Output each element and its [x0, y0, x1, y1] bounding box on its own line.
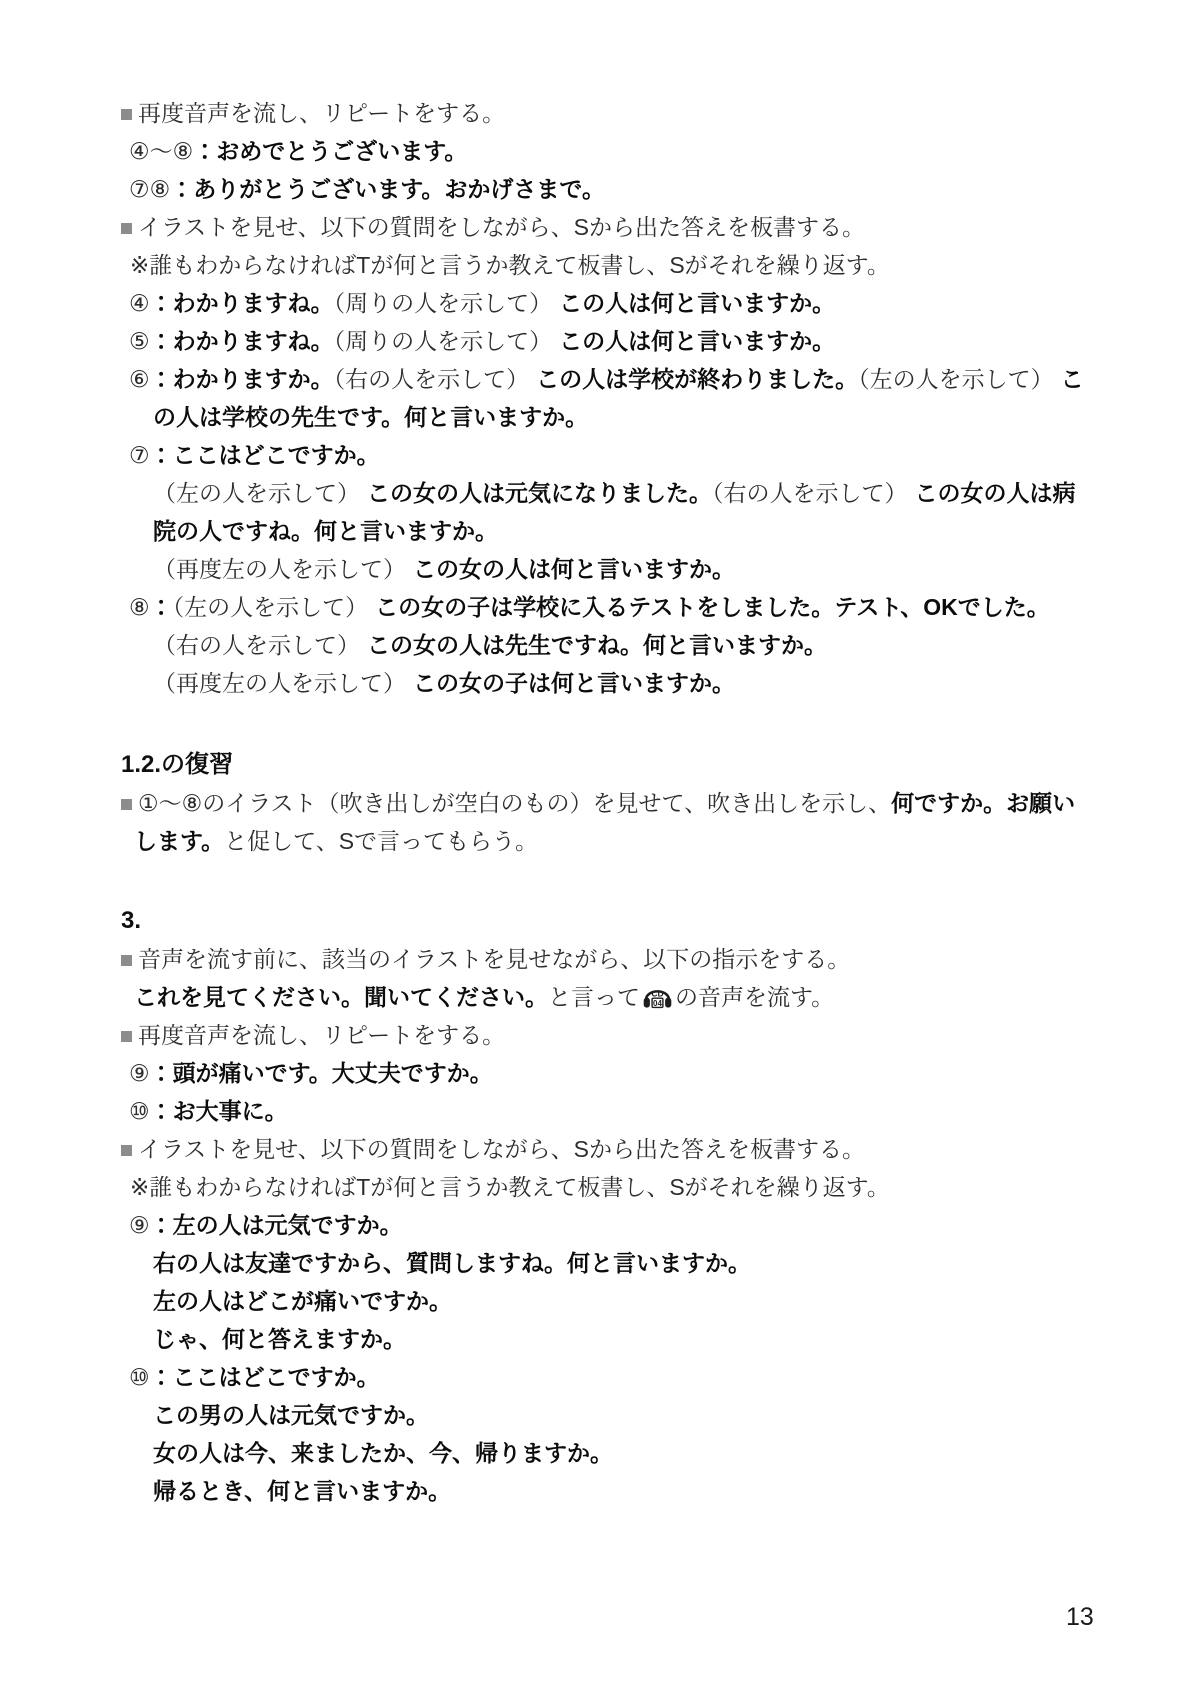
instruction-text: 音声を流す前に、該当のイラストを見せながら、以下の指示をする。 [138, 946, 851, 972]
item-line [0, 132, 1200, 170]
section-3 [0, 902, 1200, 1510]
script-text: ：ありがとうございます。おかげさまで。 [170, 176, 605, 202]
script-text: 女の人は今、来ましたか、今、帰りますか。 [153, 1440, 613, 1466]
script-text: 帰るとき、何と言いますか。 [153, 1478, 452, 1504]
item-number-badge: ⑦ [129, 442, 150, 468]
script-text: ：頭が痛いです。大丈夫ですか。 [149, 1060, 493, 1086]
item-number-badge: ④〜⑧ [129, 138, 194, 164]
bullet-square-icon [121, 223, 132, 234]
script-text: この女の人は何と言いますか。 [413, 556, 735, 582]
continuation-line [0, 512, 1200, 550]
script-text: こ [1060, 366, 1084, 392]
instruction-text: と促して、Sで言ってもらう。 [224, 828, 539, 854]
instruction-text: （左の人を示して） [858, 366, 1054, 392]
script-text: この男の人は元気ですか。 [153, 1402, 429, 1428]
script-text: ：わかりますか。 [149, 366, 334, 392]
script-text: この女の人は元気になりました。 [367, 480, 712, 506]
continuation-line [0, 1472, 1200, 1510]
item-line [0, 1358, 1200, 1396]
item-line [0, 1206, 1200, 1244]
script-text: これを見てください。聞いてください。 [134, 984, 548, 1010]
bullet-line [0, 940, 1200, 978]
instruction-text: （右の人を示して） [333, 366, 530, 392]
script-text: 左の人はどこが痛いですか。 [153, 1288, 452, 1314]
bullet-square-icon [121, 109, 132, 120]
script-text: ： [149, 594, 173, 620]
script-text: ：ここはどこですか。 [149, 442, 380, 468]
instruction-text: ①〜⑧のイラスト（吹き出しが空白のもの）を見せて、吹き出しを示し、 [138, 790, 892, 816]
item-line [0, 588, 1200, 626]
instruction-text: （右の人を示して） [712, 480, 908, 506]
continuation-line [0, 1434, 1200, 1472]
item-number-badge: ⑨ [129, 1212, 150, 1238]
item-line [0, 322, 1200, 360]
continuation-line [0, 550, 1200, 588]
continuation-line [0, 626, 1200, 664]
bullet-line [0, 94, 1200, 132]
continuation-line [0, 664, 1200, 702]
continuation-line [0, 1282, 1200, 1320]
script-text: この女の人は先生ですね。何と言いますか。 [367, 632, 827, 658]
page-number: 13 [1066, 1603, 1094, 1631]
script-text: じゃ、何と答えますか。 [153, 1326, 406, 1352]
instruction-text: ※誰もわからなければTが何と言うか教えて板書し、Sがそれを繰り返す。 [130, 252, 890, 278]
item-number-badge: ⑨ [129, 1060, 150, 1086]
item-line [0, 436, 1200, 474]
script-text: の人は学校の先生です。何と言いますか。 [153, 404, 589, 430]
instruction-text: の音声を流す。 [675, 984, 835, 1010]
instruction-text: と言って [548, 984, 640, 1010]
svg-text:CD: CD [651, 988, 664, 999]
script-text: ：左の人は元気ですか。 [149, 1212, 403, 1238]
instruction-text: （周りの人を示して） [333, 328, 553, 354]
item-number-badge: ⑦⑧ [129, 176, 171, 202]
bullet-line [0, 1130, 1200, 1168]
instruction-text: （左の人を示して） [172, 594, 369, 620]
body-line [0, 822, 1200, 860]
script-text: この女の子は何と言いますか。 [413, 670, 735, 696]
item-number-badge: ⑧ [129, 594, 150, 620]
instruction-text: 再度音声を流し、リピートをする。 [138, 1022, 506, 1048]
bullet-square-icon [121, 1031, 132, 1042]
note-line [0, 1168, 1200, 1206]
item-line [0, 170, 1200, 208]
bullet-line [0, 784, 1200, 822]
continuation-line [0, 1396, 1200, 1434]
item-line [0, 360, 1200, 398]
script-text: 院の人ですね。何と言いますか。 [153, 518, 498, 544]
item-line [0, 284, 1200, 322]
script-text: この人は学校が終わりました。 [536, 366, 859, 392]
svg-text:04: 04 [653, 998, 662, 1008]
script-text: 何ですか。お願い [891, 790, 1076, 816]
continuation-line [0, 1244, 1200, 1282]
script-text: この女の子は学校に入るテストをしました。テスト、OKでした。 [375, 594, 1050, 620]
script-text: この人は何と言いますか。 [559, 290, 836, 316]
script-text: この人は何と言いますか。 [559, 328, 836, 354]
script-text: この女の人は病 [914, 480, 1076, 506]
body-line [0, 978, 1200, 1016]
instruction-text: （周りの人を示して） [333, 290, 553, 316]
continuation-line [0, 398, 1200, 436]
item-number-badge: ⑩ [129, 1098, 150, 1124]
section-audio-repeat [0, 94, 1200, 702]
continuation-line [0, 1320, 1200, 1358]
script-text: ：わかりますね。 [149, 290, 334, 316]
script-text: 右の人は友達ですから、質問しますね。何と言いますか。 [153, 1250, 751, 1276]
cd-audio-icon [642, 982, 673, 1012]
item-line [0, 1054, 1200, 1092]
item-number-badge: ④ [129, 290, 150, 316]
instruction-text: （再度左の人を示して） [153, 670, 406, 696]
script-text: ：お大事に。 [149, 1098, 288, 1124]
instruction-text: （右の人を示して） [153, 632, 360, 658]
script-text: します。 [134, 828, 225, 854]
instruction-text: 再度音声を流し、リピートをする。 [138, 100, 506, 126]
instruction-text: イラストを見せ、以下の質問をしながら、Sから出た答えを板書する。 [138, 214, 865, 240]
section-review-1-2 [0, 746, 1200, 860]
bullet-square-icon [121, 799, 132, 810]
item-line [0, 1092, 1200, 1130]
bullet-line [0, 208, 1200, 246]
section-heading: 1.2.の復習 [121, 751, 234, 778]
instruction-text: ※誰もわからなければTが何と言うか教えて板書し、Sがそれを繰り返す。 [130, 1174, 890, 1200]
script-text: ：わかりますね。 [149, 328, 334, 354]
instruction-text: イラストを見せ、以下の質問をしながら、Sから出た答えを板書する。 [138, 1136, 865, 1162]
instruction-text: （左の人を示して） [153, 480, 360, 506]
note-line [0, 246, 1200, 284]
instruction-text: （再度左の人を示して） [153, 556, 406, 582]
section-heading: 3. [121, 907, 142, 934]
continuation-line [0, 474, 1200, 512]
item-number-badge: ⑩ [129, 1364, 150, 1390]
document-content [0, 94, 1200, 1510]
bullet-line [0, 1016, 1200, 1054]
item-number-badge: ⑥ [129, 366, 150, 392]
item-number-badge: ⑤ [129, 328, 150, 354]
script-text: ：ここはどこですか。 [149, 1364, 380, 1390]
script-text: ：おめでとうございます。 [193, 138, 468, 164]
bullet-square-icon [121, 1145, 132, 1156]
bullet-square-icon [121, 955, 132, 966]
